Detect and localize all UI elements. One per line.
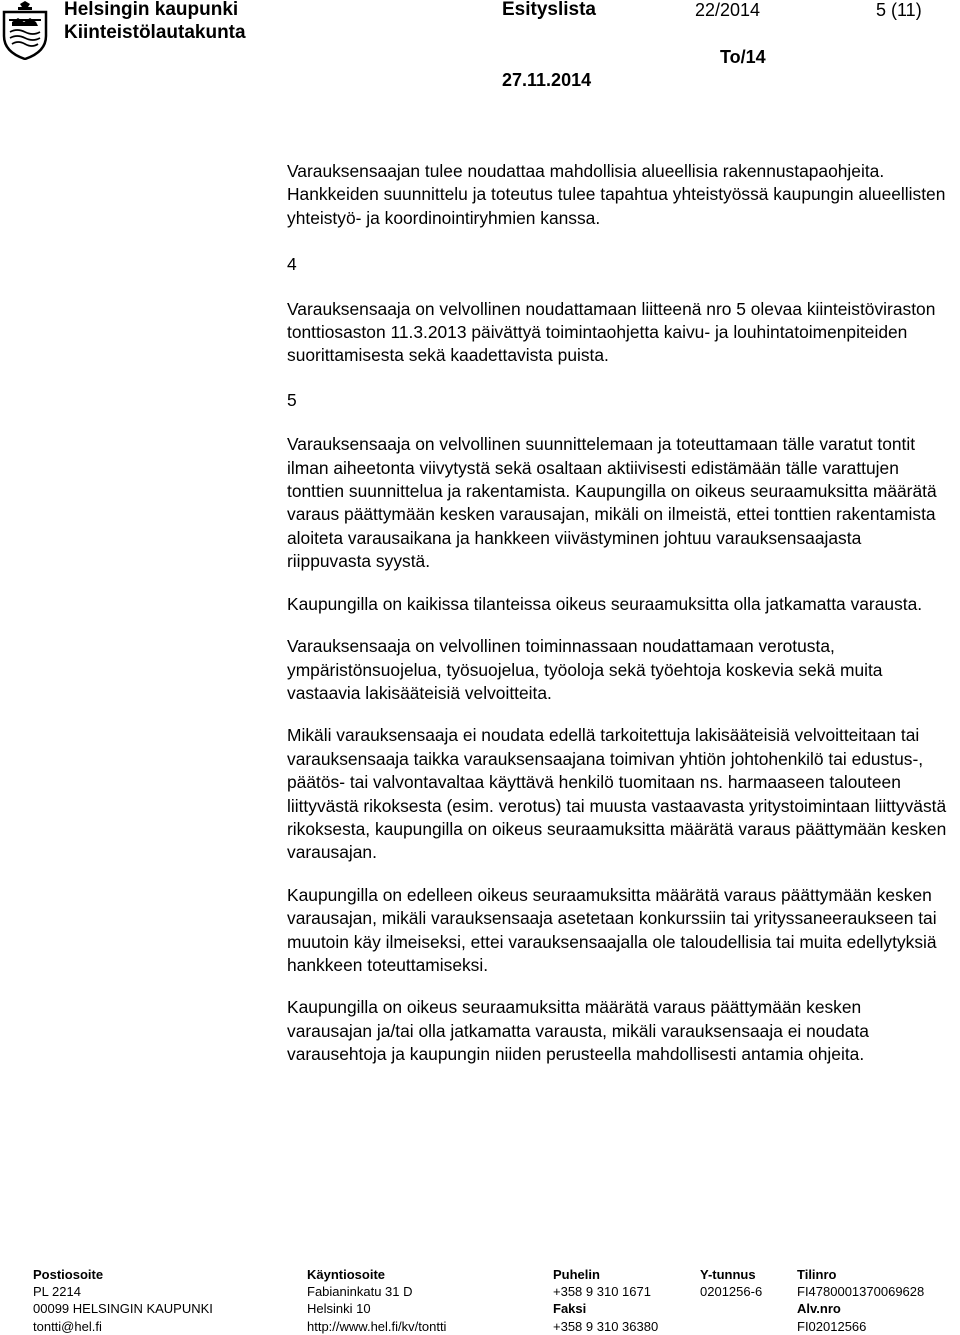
business-id-label: Y-tunnus — [700, 1267, 756, 1282]
paragraph: Varauksensaajan tulee noudattaa mahdollisia alueellisia rakennustapaohjeita. Hankkeiden suunnittelu ja toteutus tulee tapahtua yhteistyössä kaupungin alueellisten yhteistyö- ja koordinointiryhmien kanssa. — [287, 161, 946, 228]
postal-box: PL 2214 — [33, 1284, 81, 1300]
postal-address-label: Postiosoite — [33, 1267, 104, 1282]
postal-code-city: 00099 HELSINGIN KAUPUNKI — [33, 1301, 213, 1317]
paragraph: Varauksensaaja on velvollinen noudattamaan liitteenä nro 5 olevaa kiinteistöviraston tonttiosaston 11.3.2013 päivättyä toimintaohjetta kaivu- ja louhintatoimenpiteiden suorittamisesta sekä kaadettavista puista. — [287, 298, 936, 366]
fax-number: +358 9 310 36380 — [553, 1318, 659, 1334]
phone-number: +358 9 310 1671 — [553, 1284, 651, 1300]
account-number: FI4780001370069628 — [797, 1284, 925, 1300]
footer-bank-column — [797, 1266, 924, 1335]
section-number: 5 — [287, 389, 297, 410]
paragraph: Mikäli varauksensaaja ei noudata edellä tarkoitettuja lakisääteisiä velvoitteitaan tai varauksensaaja taikka varauksensaajana toimivan yhtiön johtohenkilö tai edustus-, päätös- tai valvontavaltaa käyttävä henkilö tuomitaan ns. harmaaseen talouteen liittyvästä rikoksesta (esim. verotus) tai muusta vastaavasta yritystoimintaan liittyvästä rikoksesta, kaupungilla on oikeus seuraamuksitta määrätä varaus päättymään kesken varausajan. — [287, 725, 947, 863]
agenda-item: To/14 — [720, 47, 766, 67]
footer-visit-column — [307, 1266, 446, 1335]
paragraph: Varauksensaaja on velvollinen suunnittelemaan ja toteuttamaan tälle varatut tontit ilman aiheetonta viivytystä sekä osaltaan aktiivisesti edistämään tälle varattujen tonttien suunnittelua ja rakentamista. Kaupungilla on oikeus seuraamuksitta määrätä varaus päättymään kesken varausajan, mikäli on ilmeistä, ettei tonttien rakentamista aloiteta varausaikana ja hankkeen viivästyminen johtuu varauksensaajasta riippuvasta syystä. — [287, 434, 937, 572]
page-number: 5 (11) — [876, 0, 922, 20]
paragraph: Kaupungilla on edelleen oikeus seuraamuksitta määrätä varaus päättymään kesken varausajan, mikäli varauksensaaja asetetaan konkurssiin tai yrityssaneeraukseen tai muutoin käy ilmeiseksi, ettei varauksensaajalla ole taloudellisia tai muita edellytyksiä hankkeen toteuttamiseksi. — [287, 884, 937, 975]
vat-number: FI02012566 — [797, 1318, 867, 1334]
section-number: 4 — [287, 254, 297, 275]
document-type: Esityslista — [502, 0, 596, 20]
phone-label: Puhelin — [553, 1267, 600, 1282]
account-number-label: Tilinro — [797, 1267, 837, 1282]
business-id: 0201256-6 — [700, 1284, 763, 1300]
email-link[interactable]: tontti@hel.fi — [33, 1318, 102, 1334]
vat-number-label: Alv.nro — [797, 1301, 841, 1317]
visiting-address-label: Käyntiosoite — [307, 1267, 386, 1282]
paragraph: Kaupungilla on kaikissa tilanteissa oikeus seuraamuksitta olla jatkamatta varausta. — [287, 593, 923, 614]
document-body — [287, 160, 947, 1067]
helsinki-coat-of-arms-logo — [0, 0, 50, 60]
organization-name: Helsingin kaupunki — [64, 0, 239, 20]
website-link[interactable]: http://www.hel.fi/kv/tontti — [307, 1318, 447, 1334]
footer-ytunnus-column — [700, 1266, 762, 1300]
footer-phone-column — [553, 1266, 658, 1335]
footer-postal-column — [33, 1266, 213, 1335]
street-address: Fabianinkatu 31 D — [307, 1284, 413, 1300]
paragraph: Kaupungilla on oikeus seuraamuksitta määrätä varaus päättymään kesken varausajan ja/tai olla jatkamatta varausta, mikäli varauksensaaja ei noudata varausehtoja ja kaupungin niiden perusteella mahdollisesti antamia ohjeita. — [287, 997, 869, 1065]
document-number: 22/2014 — [695, 0, 761, 20]
board-name: Kiinteistölautakunta — [64, 22, 246, 43]
paragraph: Varauksensaaja on velvollinen toiminnassaan noudattamaan verotusta, ympäristönsuojelua, työsuojelua, työoloja sekä työehtoja koskevia sekä muita vastaavia lakisääteisiä velvoitteita. — [287, 636, 883, 703]
city-address: Helsinki 10 — [307, 1301, 371, 1317]
fax-label: Faksi — [553, 1301, 587, 1317]
meeting-date: 27.11.2014 — [502, 70, 592, 90]
